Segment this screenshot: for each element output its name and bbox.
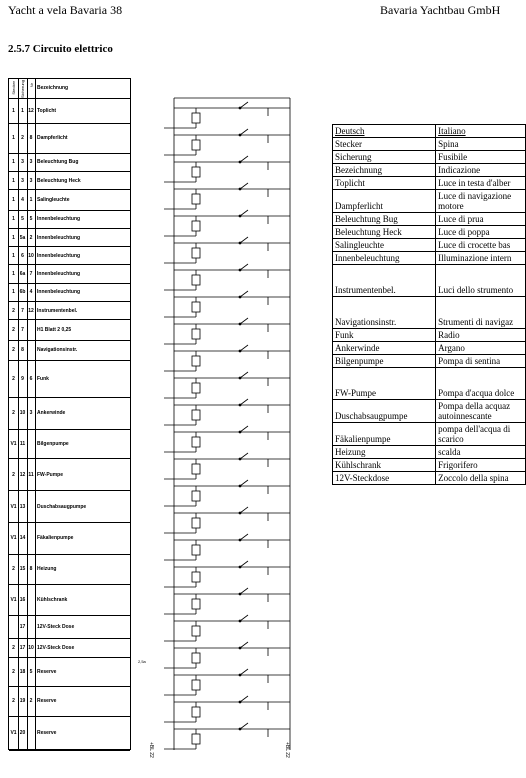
fuse-list-row [9, 247, 130, 265]
plug-cell: 2 [12, 375, 15, 382]
translation-de: 12V-Steckdose [333, 472, 436, 485]
switch-symbol [240, 399, 248, 405]
switch-contact [239, 377, 241, 379]
fuse-symbol [192, 140, 200, 150]
plug-cell [9, 616, 18, 638]
plug-cell: V1 [10, 730, 17, 737]
fuse-cell: 11 [19, 440, 26, 447]
description-cell: Innenbeleuchtung [37, 252, 81, 259]
fuse-cell: 6b [19, 289, 26, 296]
translation-it: Spina [436, 138, 526, 151]
switch-symbol [240, 723, 248, 729]
plug-cell: 2 [12, 347, 15, 354]
translation-de: Salingleuchte [333, 239, 436, 252]
plug-cell: 1 [12, 234, 15, 241]
plug-cell: 1 [12, 271, 15, 278]
switch-contact [239, 134, 241, 136]
fuse-symbol [192, 167, 200, 177]
translation-de: Kühlschrank [333, 459, 436, 472]
fuse-cell: 1 [21, 108, 24, 115]
translation-row [333, 368, 526, 400]
description-cell: Toplicht [37, 108, 57, 115]
number-cell: 3 [29, 159, 33, 166]
fuse-cell: 10 [19, 410, 26, 417]
fuse-cell: 5 [21, 216, 24, 223]
fuse-list-row [9, 172, 130, 190]
translation-row [333, 355, 526, 368]
fuse-list-row [9, 341, 130, 362]
fuse-list-row [9, 398, 130, 430]
description-cell: Innenbeleuchtung [37, 234, 81, 241]
translation-row [333, 342, 526, 355]
header-left: Yacht a vela Bavaria 38 [8, 3, 123, 17]
switch-symbol [240, 210, 248, 216]
translation-de: Toplicht [333, 177, 436, 190]
fuse-cell: 2 [21, 135, 24, 142]
translation-it: Argano [436, 342, 526, 355]
fuse-symbol [192, 545, 200, 555]
col-sicherung-label: Sicherung [20, 80, 25, 99]
translation-row [333, 213, 526, 226]
fuse-cell: 7 [21, 307, 24, 314]
translation-row [333, 400, 526, 423]
switch-symbol [240, 615, 248, 621]
description-cell: Fäkalienpumpe [37, 535, 74, 542]
fuse-list-row [9, 302, 130, 320]
switch-symbol [240, 156, 248, 162]
fuse-cell: 16 [19, 597, 26, 604]
fuse-list-row [9, 616, 130, 639]
number-cell: 1 [29, 196, 33, 203]
description-cell: Ankerwinde [37, 410, 66, 417]
description-cell: Dampferlicht [37, 135, 68, 142]
switch-contact [239, 296, 241, 298]
number-cell [27, 430, 35, 459]
description-cell: Innenbeleuchtung [37, 216, 81, 223]
number-cell: 8 [29, 566, 33, 573]
description-cell: Instrumentenbel. [37, 307, 78, 314]
translation-it: scalda [436, 446, 526, 459]
translation-it: Pompa di sentina [436, 355, 526, 368]
translation-row [333, 164, 526, 177]
switch-contact [239, 188, 241, 190]
translation-row [333, 472, 526, 485]
fuse-cell: 17 [19, 644, 26, 651]
plug-cell: 2 [12, 566, 15, 573]
plug-cell: 1 [12, 289, 15, 296]
number-cell [27, 523, 35, 554]
translation-it: Strumenti di navigaz [436, 297, 526, 329]
translation-de: Ankerwinde [333, 342, 436, 355]
translation-de: Navigationsinstr. [333, 297, 436, 329]
switch-symbol [240, 426, 248, 432]
switch-contact [239, 674, 241, 676]
translation-table [332, 124, 526, 485]
fuse-symbol [192, 194, 200, 204]
fuse-cell: 5a [19, 234, 26, 241]
plug-cell: 1 [12, 135, 15, 142]
fuse-symbol [192, 653, 200, 663]
switch-symbol [240, 183, 248, 189]
translation-de: Beleuchtung Bug [333, 213, 436, 226]
translation-de: Heizung [333, 446, 436, 459]
description-cell: Funk [37, 375, 49, 382]
description-cell: Innenbeleuchtung [37, 271, 81, 278]
description-cell: Beleuchtung Heck [37, 177, 81, 184]
switch-symbol [240, 102, 248, 108]
description-cell: Duschabsaugpumpe [37, 503, 87, 510]
switch-symbol [240, 534, 248, 540]
translation-de: FW-Pumpe [333, 368, 436, 400]
number-cell: 10 [28, 252, 34, 259]
translation-it: Luce di navigazione motore [436, 190, 526, 213]
fuse-symbol [192, 248, 200, 258]
translation-row [333, 297, 526, 329]
fuse-cell: 12 [19, 471, 26, 478]
switch-contact [239, 485, 241, 487]
fuse-list-row [9, 687, 130, 717]
translation-it: Pompa della acquaz autoinnescante [436, 400, 526, 423]
number-cell: 12 [28, 108, 34, 115]
fuse-list-row [9, 154, 130, 172]
fuse-list-row [9, 265, 130, 283]
description-cell: FW-Pumpe [37, 471, 64, 478]
translation-it: Fusibile [436, 151, 526, 164]
switch-contact [239, 620, 241, 622]
description-cell: Salingleuchte [37, 196, 70, 203]
fuse-list-row [9, 523, 130, 555]
plug-cell: V1 [10, 503, 17, 510]
translation-row [333, 459, 526, 472]
fuse-symbol [192, 437, 200, 447]
translation-row [333, 177, 526, 190]
description-cell: Reserve [37, 668, 57, 675]
fuse-symbol [192, 302, 200, 312]
translation-header-it: Italiano [436, 125, 526, 138]
description-cell: Innenbeleuchtung [37, 289, 81, 296]
number-cell: 10 [28, 644, 34, 651]
translation-row [333, 265, 526, 297]
fuse-symbol [192, 734, 200, 744]
number-cell [27, 491, 35, 522]
translation-de: Bilgenpumpe [333, 355, 436, 368]
number-cell: 3 [29, 410, 33, 417]
translation-row [333, 138, 526, 151]
translation-row [333, 423, 526, 446]
translation-it: Luce di poppa [436, 226, 526, 239]
switch-contact [239, 539, 241, 541]
translation-row [333, 252, 526, 265]
translation-de: Beleuchtung Heck [333, 226, 436, 239]
switch-contact [239, 323, 241, 325]
fuse-list-row [9, 555, 130, 585]
plug-cell: V1 [10, 440, 17, 447]
number-cell [27, 616, 35, 638]
number-cell: 5 [29, 216, 33, 223]
translation-header-de: Deutsch [333, 125, 436, 138]
fuse-symbol [192, 383, 200, 393]
plug-cell: 1 [12, 108, 15, 115]
fuse-list-row [9, 585, 130, 617]
description-cell: 12V-Steck Dose [37, 624, 75, 631]
fuse-symbol [192, 707, 200, 717]
fuse-list-row [9, 717, 130, 751]
switch-symbol [240, 588, 248, 594]
fuse-symbol [192, 491, 200, 501]
switch-contact [239, 566, 241, 568]
translation-header-row [333, 125, 526, 138]
section-title: 2.5.7 Circuito elettrico [8, 43, 113, 55]
fuse-list-row [9, 229, 130, 247]
switch-contact [239, 242, 241, 244]
translation-de: Bezeichnung [333, 164, 436, 177]
number-cell [27, 717, 35, 750]
switch-contact [239, 701, 241, 703]
switch-symbol [240, 642, 248, 648]
switch-symbol [240, 345, 248, 351]
translation-it: Indicazione [436, 164, 526, 177]
number-cell [27, 320, 35, 340]
switch-contact [239, 728, 241, 730]
description-cell: Bilgenpumpe [37, 440, 69, 447]
fuse-cell: 6 [21, 252, 24, 259]
fuse-symbol [192, 464, 200, 474]
plug-cell: 2 [12, 326, 15, 333]
plug-cell: 1 [12, 177, 15, 184]
translation-it: Luce di prua [436, 213, 526, 226]
plug-cell: 2 [12, 471, 15, 478]
plug-cell: 1 [12, 216, 15, 223]
switch-symbol [240, 264, 248, 270]
translation-it: Zoccolo della spina [436, 472, 526, 485]
translation-it: pompa dell'acqua di scarico [436, 423, 526, 446]
fuse-cell: 15 [19, 566, 26, 573]
switch-symbol [240, 480, 248, 486]
number-cell: 2 [29, 698, 33, 705]
fuse-list-row [9, 491, 130, 523]
translation-de: Funk [333, 329, 436, 342]
description-cell: Reserve [37, 698, 57, 705]
switch-symbol [240, 669, 248, 675]
translation-it: Radio [436, 329, 526, 342]
translation-de: Fäkalienpumpe [333, 423, 436, 446]
plug-cell: V1 [10, 535, 17, 542]
number-cell: 8 [29, 135, 33, 142]
switch-symbol [240, 507, 248, 513]
number-cell: 4 [29, 289, 33, 296]
fuse-list-row [9, 320, 130, 341]
number-cell: 3 [29, 177, 33, 184]
col-nr-label: Nr [29, 83, 34, 88]
col-bezeichnung-label: Bezeichnung [37, 85, 69, 91]
translation-it: Luce in testa d'alber [436, 177, 526, 190]
fuse-symbol [192, 680, 200, 690]
number-cell: 6 [29, 375, 33, 382]
fuse-symbol [192, 626, 200, 636]
fuse-cell: 3 [21, 177, 24, 184]
fuse-cell: 3 [21, 159, 24, 166]
switch-symbol [240, 291, 248, 297]
fuse-symbol [192, 221, 200, 231]
translation-de: Sicherung [333, 151, 436, 164]
fuse-cell: 14 [19, 535, 26, 542]
translation-row [333, 226, 526, 239]
fuse-cell: 4 [21, 196, 24, 203]
switch-symbol [240, 372, 248, 378]
translation-row [333, 239, 526, 252]
switch-contact [239, 458, 241, 460]
translation-it: Frigorifero [436, 459, 526, 472]
description-cell: Heizung [37, 566, 57, 573]
col-stecker-label: Stecker [11, 81, 16, 95]
fuse-list-row [9, 99, 130, 124]
number-cell [27, 585, 35, 616]
fuse-list-row [9, 430, 130, 460]
translation-it: Luce di crocette bas [436, 239, 526, 252]
fuse-symbol [192, 599, 200, 609]
number-cell: 2 [29, 234, 33, 241]
switch-contact [239, 161, 241, 163]
translation-it: Illuminazione intern [436, 252, 526, 265]
plug-cell: 1 [12, 196, 15, 203]
translation-row [333, 446, 526, 459]
bus-left-label: +BL 22 [148, 742, 154, 758]
switch-symbol [240, 453, 248, 459]
fuse-symbol [192, 572, 200, 582]
fuse-symbol [192, 113, 200, 123]
number-cell: 11 [28, 471, 34, 478]
fuse-list-row [9, 190, 130, 211]
fuse-symbol [192, 275, 200, 285]
fuse-symbol [192, 410, 200, 420]
fuse-list-row [9, 284, 130, 302]
fuse-list-row [9, 361, 130, 397]
translation-it: Luci dello strumento [436, 265, 526, 297]
fuse-cell: 18 [19, 668, 26, 675]
translation-de: Stecker [333, 138, 436, 151]
description-cell: Navigationsinstr. [37, 347, 78, 354]
bus-right-label: +BL 22 [284, 742, 290, 758]
translation-row [333, 329, 526, 342]
description-cell: Beleuchtung Bug [37, 159, 79, 166]
switch-contact [239, 431, 241, 433]
fuse-cell: 7 [21, 326, 24, 333]
switch-symbol [240, 318, 248, 324]
fuse-cell: 20 [19, 730, 26, 737]
fuse-symbol [192, 356, 200, 366]
number-cell: 5 [29, 668, 33, 675]
translation-de: Duschabsaugpumpe [333, 400, 436, 423]
switch-contact [239, 593, 241, 595]
fuse-cell: 17 [19, 624, 26, 631]
switch-contact [239, 215, 241, 217]
number-cell: 12 [28, 307, 34, 314]
plug-cell: 1 [12, 252, 15, 259]
translation-row [333, 190, 526, 213]
header-right: Bavaria Yachtbau GmbH [380, 3, 501, 17]
translation-de: Dampferlicht [333, 190, 436, 213]
side-label: 2,5a [138, 659, 146, 664]
translation-row [333, 151, 526, 164]
plug-cell: 2 [12, 668, 15, 675]
plug-cell: 2 [12, 410, 15, 417]
description-cell: Kühlschrank [37, 597, 68, 604]
switch-symbol [240, 561, 248, 567]
plug-cell: 2 [12, 307, 15, 314]
translation-it: Pompa d'acqua dolce [436, 368, 526, 400]
switch-contact [239, 647, 241, 649]
switch-contact [239, 350, 241, 352]
description-cell: 12V-Steck Dose [37, 644, 75, 651]
switch-contact [239, 404, 241, 406]
translation-de: Instrumentenbel. [333, 265, 436, 297]
number-cell: 7 [29, 271, 33, 278]
fuse-list-row [9, 459, 130, 491]
description-cell: Reserve [37, 730, 57, 737]
wiring-schematic [132, 90, 312, 762]
plug-cell: 1 [12, 159, 15, 166]
translation-de: Innenbeleuchtung [333, 252, 436, 265]
fuse-list-row [9, 658, 130, 688]
fuse-list-row [9, 211, 130, 229]
fuse-cell: 8 [21, 347, 24, 354]
plug-cell: 2 [12, 644, 15, 651]
fuse-cell: 9 [21, 375, 24, 382]
switch-symbol [240, 129, 248, 135]
switch-contact [239, 512, 241, 514]
plug-cell: V1 [10, 597, 17, 604]
switch-contact [239, 269, 241, 271]
fuse-cell: 13 [19, 503, 26, 510]
fuse-list-row [9, 124, 130, 154]
plug-cell: 2 [12, 698, 15, 705]
fuse-cell: 19 [19, 698, 26, 705]
fuse-cell: 6a [19, 271, 26, 278]
switch-symbol [240, 237, 248, 243]
switch-symbol [240, 696, 248, 702]
description-cell: H1 Blatt 2 0,25 [37, 326, 72, 333]
fuse-symbol [192, 518, 200, 528]
switch-contact [239, 107, 241, 109]
fuse-symbol [192, 329, 200, 339]
fuse-list-table [8, 78, 131, 750]
number-cell [27, 341, 35, 361]
fuse-list-row [9, 639, 130, 657]
